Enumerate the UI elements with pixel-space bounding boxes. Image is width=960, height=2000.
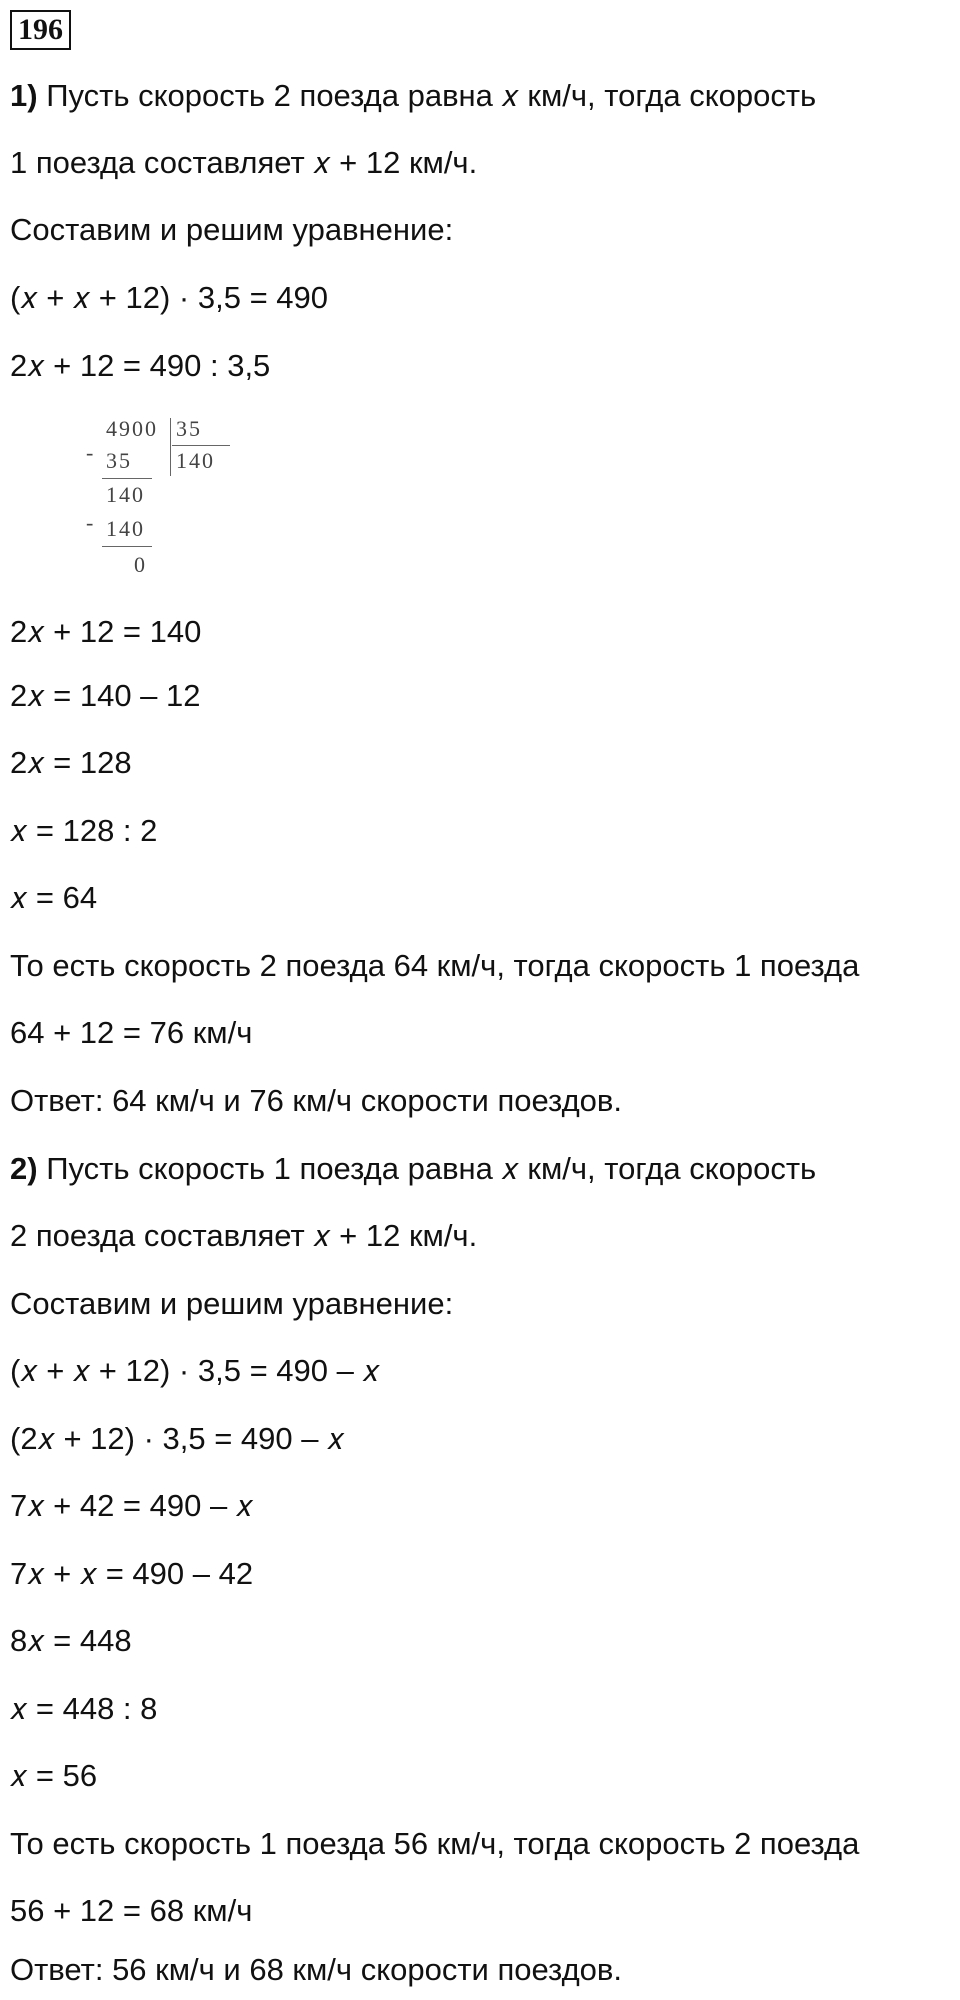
- part1-step-2: 2𝑥 + 12 = 140: [10, 614, 202, 649]
- part2-equation: (𝑥 + 𝑥 + 12) · 3,5 = 490 – 𝑥: [10, 1353, 380, 1388]
- part1-answer: Ответ: 64 км/ч и 76 км/ч скорости поездов.: [10, 1083, 622, 1118]
- division-quotient: 140: [176, 448, 215, 473]
- division-dividend: 4900: [106, 416, 158, 441]
- division-result: 0: [134, 552, 147, 577]
- long-division: [82, 412, 242, 592]
- part2-step-5: 𝑥 = 448 : 8: [10, 1691, 158, 1726]
- part1-step-4: 2𝑥 = 128: [10, 745, 132, 780]
- part2-step-4: 8𝑥 = 448: [10, 1623, 132, 1658]
- division-divisor: 35: [176, 416, 202, 441]
- part2-intro-line: [10, 1149, 816, 1189]
- part1-intro-line: [10, 76, 816, 116]
- division-step1-subtract: 35: [106, 448, 132, 473]
- part2-intro-text: Пусть скорость 1 поезда равна 𝑥 км/ч, тогда скорость: [37, 1151, 817, 1186]
- part2-line-2: 2 поезда составляет 𝑥 + 12 км/ч.: [10, 1218, 478, 1253]
- part2-step-6: 𝑥 = 56: [10, 1758, 98, 1793]
- part1-equation: (𝑥 + 𝑥 + 12) · 3,5 = 490: [10, 280, 329, 315]
- division-vertical-bar: [170, 418, 171, 476]
- part2-calculation: 56 + 12 = 68 км/ч: [10, 1893, 253, 1928]
- task-number-box: 196: [10, 10, 71, 50]
- part1-label: 1): [10, 78, 38, 113]
- division-minus-sign: -: [86, 440, 94, 465]
- part1-step-1: 2𝑥 + 12 = 490 : 3,5: [10, 348, 271, 383]
- part2-step-1: (2𝑥 + 12) · 3,5 = 490 – 𝑥: [10, 1421, 345, 1456]
- part1-intro-text: Пусть скорость 2 поезда равна 𝑥 км/ч, тогда скорость: [37, 78, 817, 113]
- division-step1-remainder: 140: [106, 482, 145, 507]
- part2-step-3: 7𝑥 + 𝑥 = 490 – 42: [10, 1556, 254, 1591]
- part2-answer: Ответ: 56 км/ч и 68 км/ч скорости поездов.: [10, 1952, 622, 1987]
- part2-step-2: 7𝑥 + 42 = 490 – 𝑥: [10, 1488, 254, 1523]
- division-step1-rule: [102, 478, 152, 479]
- part2-conclusion: То есть скорость 1 поезда 56 км/ч, тогда скорость 2 поезда: [10, 1826, 860, 1861]
- division-divisor-rule: [172, 445, 230, 446]
- division-minus-sign: -: [86, 510, 94, 535]
- division-step2-subtract: 140: [106, 516, 145, 541]
- part2-label: 2): [10, 1151, 38, 1186]
- part1-conclusion: То есть скорость 2 поезда 64 км/ч, тогда скорость 1 поезда: [10, 948, 860, 983]
- part1-line-2: 1 поезда составляет 𝑥 + 12 км/ч.: [10, 145, 478, 180]
- division-step2-rule: [102, 546, 152, 547]
- part1-calculation: 64 + 12 = 76 км/ч: [10, 1015, 253, 1050]
- part2-line-3: Составим и решим уравнение:: [10, 1286, 454, 1321]
- part1-step-3: 2𝑥 = 140 – 12: [10, 678, 201, 713]
- part1-step-6: 𝑥 = 64: [10, 880, 98, 915]
- part1-line-3: Составим и решим уравнение:: [10, 212, 454, 247]
- part1-step-5: 𝑥 = 128 : 2: [10, 813, 158, 848]
